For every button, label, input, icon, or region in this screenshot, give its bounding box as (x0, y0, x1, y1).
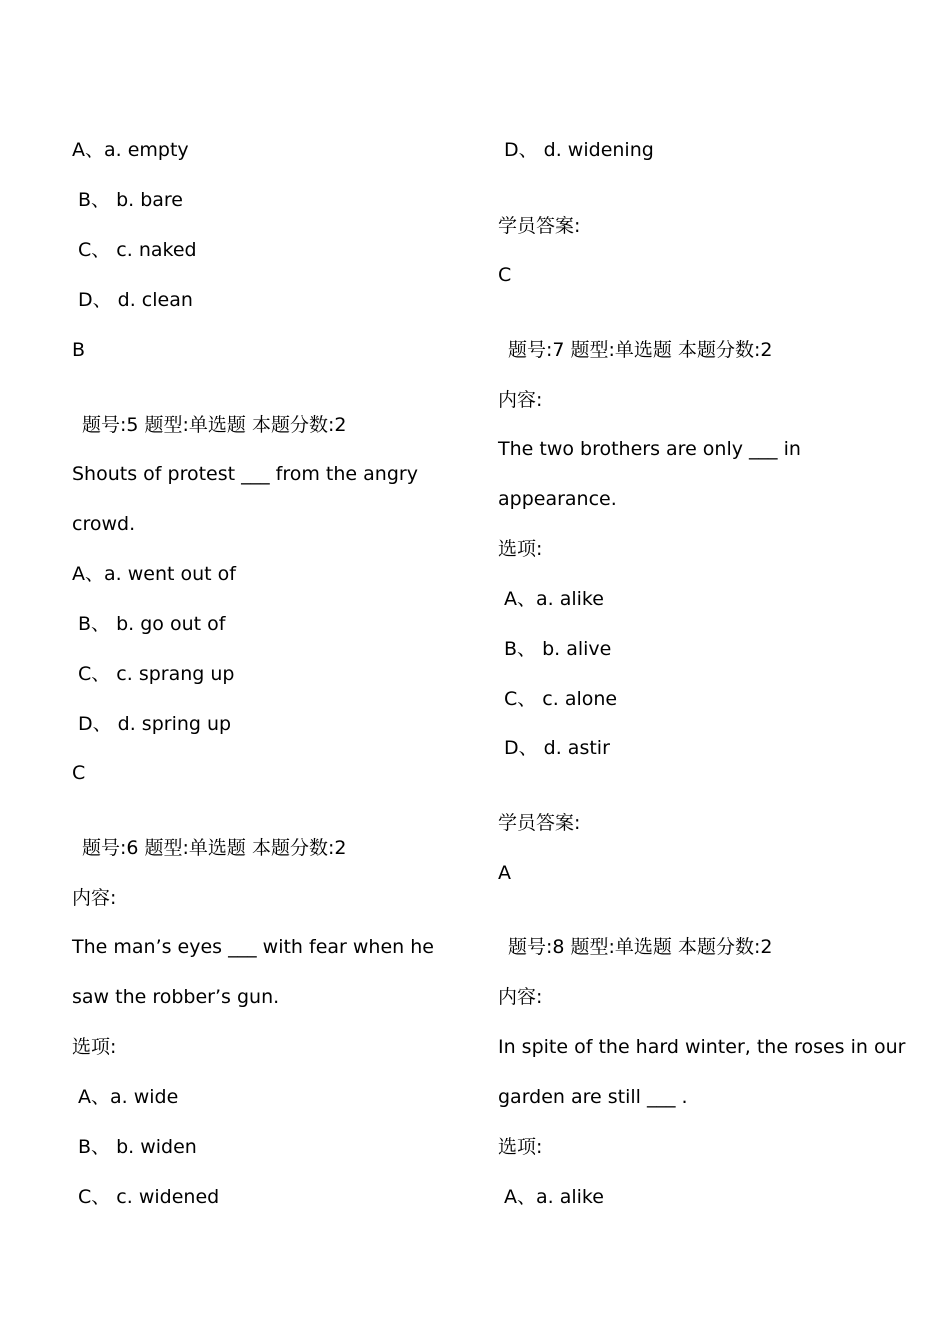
q7-answer: A (498, 862, 511, 884)
q7-text-line1: The two brothers are only ___ in (498, 438, 801, 460)
q8-header: 题号:8 题型:单选题 本题分数:2 (508, 936, 773, 958)
q5-text-line1: Shouts of protest ___ from the angry (72, 463, 418, 485)
q5-option-c: C、 c. sprang up (78, 663, 235, 685)
q8-content-label: 内容: (498, 986, 543, 1008)
q5-answer: C (72, 762, 86, 784)
q7-option-a: A、a. alike (504, 588, 604, 610)
q7-option-c: C、 c. alone (504, 688, 618, 710)
q6-answer: C (498, 264, 512, 286)
q5-header: 题号:5 题型:单选题 本题分数:2 (82, 414, 347, 436)
q6-student-answer-label: 学员答案: (498, 215, 581, 237)
q7-option-b: B、 b. alive (504, 638, 612, 660)
q7-student-answer-label: 学员答案: (498, 812, 581, 834)
q7-options-label: 选项: (498, 538, 543, 560)
q7-text-line2: appearance. (498, 488, 617, 510)
q8-options-label: 选项: (498, 1136, 543, 1158)
q6-content-label: 内容: (72, 887, 117, 909)
q4-option-d: D、 d. clean (78, 289, 193, 311)
q8-text-line1: In spite of the hard winter, the roses in our (498, 1036, 906, 1058)
q7-option-d: D、 d. astir (504, 737, 610, 759)
q5-option-b: B、 b. go out of (78, 613, 226, 635)
q8-option-a: A、a. alike (504, 1186, 604, 1208)
q4-option-b: B、 b. bare (78, 189, 184, 211)
q5-text-line2: crowd. (72, 513, 136, 535)
q6-text-line1: The man’s eyes ___ with fear when he (72, 936, 434, 958)
q6-option-c: C、 c. widened (78, 1186, 220, 1208)
q4-option-a: A、a. empty (72, 139, 189, 161)
q6-header: 题号:6 题型:单选题 本题分数:2 (82, 837, 347, 859)
q6-text-line2: saw the robber’s gun. (72, 986, 280, 1008)
q6-option-d: D、 d. widening (504, 139, 654, 161)
q7-content-label: 内容: (498, 389, 543, 411)
q6-option-b: B、 b. widen (78, 1136, 197, 1158)
q5-option-a: A、a. went out of (72, 563, 236, 585)
q7-header: 题号:7 题型:单选题 本题分数:2 (508, 339, 773, 361)
q5-option-d: D、 d. spring up (78, 713, 232, 735)
q6-options-label: 选项: (72, 1036, 117, 1058)
q8-text-line2: garden are still ___ . (498, 1086, 688, 1108)
q4-option-c: C、 c. naked (78, 239, 197, 261)
q6-option-a: A、a. wide (78, 1086, 179, 1108)
q4-answer: B (72, 339, 86, 361)
